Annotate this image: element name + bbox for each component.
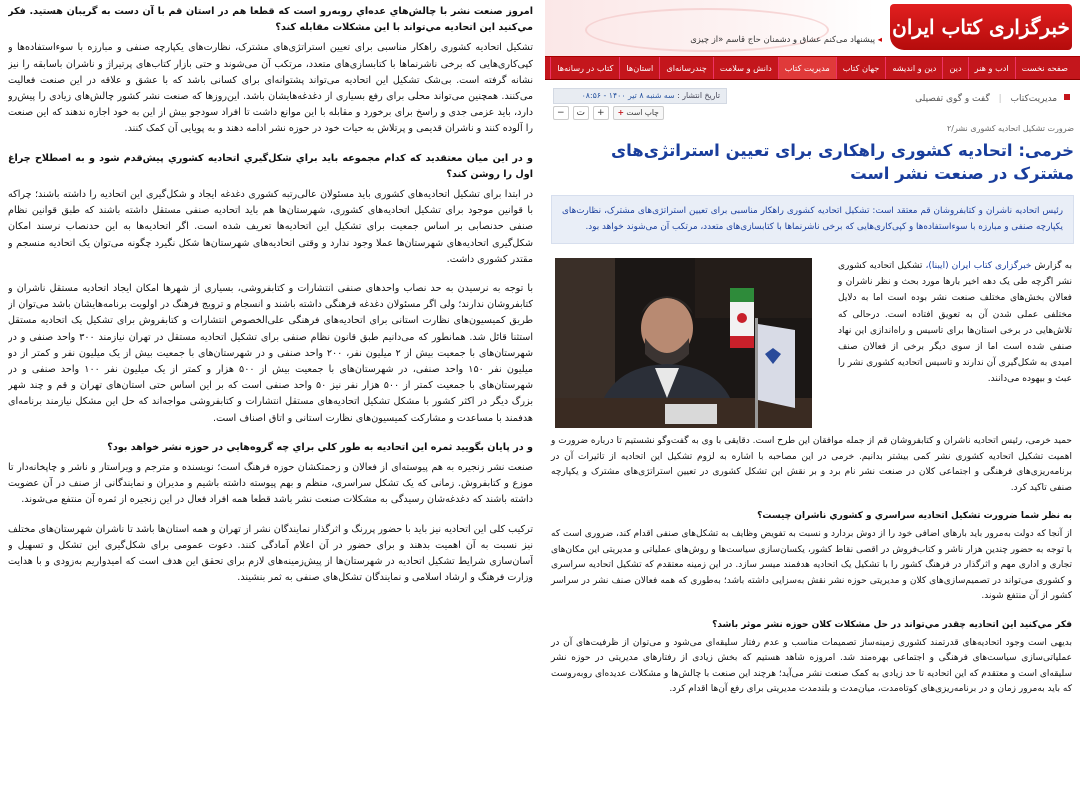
print-label: چاپ است: [626, 108, 659, 117]
answer-1: تشکیل اتحادیه کشوری راهکار مناسبی برای تعیین استراتژی‌های مشترک، نظارت‌های یکپارچه صنفی و مبارزه با سوءاستفاده‌ها و کپی‌کاری‌هایی که برخی ناشرنماها با کتابسازی‌های متعدد، مرتکب آن می‌شوند و حتی بازار کتاب‌های پرتیراژ و ناشران باسابقه را نیز نشانه گرفته است. بی‌شک تشکیل این اتحادیه می‌تواند پشتوانه‌ای برای کسانی باشد که با عشق و علاقه در این صنعت فعالیت می‌کنند. همچنین می‌تواند محلی برای رفع بسیاری از دغدغه‌هایشان باشد. این‌روزها که صنعت نشر کشور چالش‌های زیادی را پیش‌رو دارد، باید عزمی جدی و راسخ برای برخورد و مقابله با این موانع داشت تا افراد سودجو بیش از این به خود اجازه ندهند که این صنعت را آلوده کنند و ناشران قدیمی و پرتلاش به حیات خود در حوزه نشر ادامه دهند و به پویایی آن کمک کنند.: [8, 42, 533, 135]
nav-provinces[interactable]: استان‌ها: [619, 57, 659, 79]
story-paragraph-2: حمید خرمی، رئیس اتحادیه ناشران و کتابفروشان قم از جمله موافقان این طرح است. دقایقی با وی به گفت‌وگو نشستیم تا درباره ضرورت و اهمیت تشکیل اتحادیه کشوری نشر کمی بیشتر بدانیم. خرمی در این مصاحبه با اشاره به لزوم تشکیل این اتحادیه از تاثیرات آن در برنامه‌ریزی‌های فرهنگی و اجتماعی کلان در صنعت نشر نام برد و بر نقش این تشکل کشوری در تعیین استراتژی‌های مشترک و یکپارچه صنفی تاکید کرد.: [551, 436, 1072, 493]
answer-3: صنعت نشر زنجیره به هم پیوسته‌ای از فعالان و زحمتکشان حوزه فرهنگ است؛ نویسنده و مترجم و ویراستار و ناشر و چاپخانه‌دار تا موزع و کتابفروش. زمانی که یک تشکل سراسری، منظم و بهم پیوسته داشته باشیم و مدیران و نمایندگانی از صنف در آن عضویت داشته باشند که دغدغه‌شان رسیدگی به مشکلات صنعت نشر باشد قطعا همه افراد فعال در این زنجیره از ثمره آن منتفع می‌شوند.: [8, 462, 533, 506]
publish-date: [553, 88, 727, 104]
breadcrumb: [915, 94, 1072, 104]
header-decoration: [545, 0, 875, 56]
news-page: [545, 0, 1080, 788]
lead-box: رئیس اتحادیه ناشران و کتابفروشان قم معتقد است: تشکیل اتحادیه کشوری راهکار مناسبی برای تعیین استراتژی‌های مشترک، نظارت‌های یکپارچه صنفی و مبارزه با سوءاستفاده‌ها و کپی‌کاری‌هایی که برخی ناشرنماها با کتابسازی‌های متعدد، مرتکب آن می‌شوند خواهد بود.: [551, 195, 1074, 244]
article-series-tag: ضرورت تشکیل اتحادیه کشوری نشر/۲: [947, 124, 1074, 133]
zoom-reset-button[interactable]: ت: [573, 106, 589, 120]
story-question-1: به نظر شما ضرورت تشكيل اتحاديه سراسري و كشوري ناشران چيست؟: [757, 511, 1072, 522]
answer-2-cont: با توجه به نرسیدن به حد نصاب واحدهای صنفی انتشارات و کتابفروشی، بسیاری از شهرها امکان ایجاد اتحادیه مستقل ناشران و کتابفروشان ندارند؛ ولی اگر مسئولان دغدغه فرهنگی داشته باشند و انسجام و ترویج فرهنگ در اولویت برنامه‌هایشان باشد می‌توان از طریق کمیسیون‌های نظارت استانی برای اتحادیه‌های فرهنگی علی‌الخصوص انتشارات و کتابفروش برای تشکیل یک اتحادیه مستقل استثنا قائل شد. همانطور که می‌دانیم طبق قانون نظام صنفی برای تشکیل اتحادیه مستقل در تهران نیازمند ۳۰۰ واحد صنفی و در شهرستان‌های با جمعیت بیش از ۲ میلیون نفر، ۲۰۰ واحد صنفی و در شهرستان‌های با جمعیت بیش از یک میلیون نفر و کمتر از دو میلیون نفر ۱۵۰ واحد صنفی، در شهرستان‌های با جمعیت بیش از ۵۰۰ هزار و کمتر از یک میلیون نفر ۱۰۰ واحد صنفی و در شهرستان‌های با جمعیت کمتر از ۵۰۰ هزار نفر نیز ۵۰ واحد صنفی است که بر این اساس حتی استان‌های تهران و قم و چند شهر بزرگ دیگر در اکثر کشور با مشکل تشکیل اتحادیه‌های مستقل انتشارات و کتابفروشی مواجه‌اند که حل این مشکل نیازمند برنامه‌ای هدفمند با مساعدت و مشارکت کمیسیون‌های نظارت استانی و اتاق اصناف است.: [8, 283, 533, 424]
ticker[interactable]: [690, 34, 882, 44]
photo-illustration: [555, 258, 812, 428]
site-header: [545, 0, 1080, 56]
story-intro: [838, 258, 1072, 388]
crumb-interview[interactable]: گفت و گوی تفصیلی: [915, 94, 990, 104]
article: [545, 88, 1080, 695]
crumb-separator: |: [998, 94, 1002, 104]
meta-row: [551, 88, 1074, 118]
nav-home[interactable]: صفحه نخست: [1015, 57, 1074, 79]
nav-multimedia[interactable]: چندرسانه‌ای: [659, 57, 713, 79]
crumb-square-icon: [1064, 94, 1070, 100]
nav-book-world[interactable]: جهان کتاب: [836, 57, 886, 79]
site-logo[interactable]: [890, 4, 1072, 50]
question-3: و در پايان بگوييد ثمره اين اتحاديه به طور كلي براي چه گروه‌هايي در حوزه نشر خواهد بود؟: [107, 441, 533, 453]
print-button[interactable]: [613, 106, 664, 120]
logo-text: خبرگزاری کتاب ایران: [892, 15, 1070, 39]
agency-link[interactable]: خبرگزاری کتاب ایران (ایبنا)،: [925, 261, 1032, 271]
headline: خرمی: اتحادیه کشوری راهکاری برای تعیین استراتژی‌های مشترک در صنعت نشر است: [610, 141, 1074, 183]
nav-religion-thought[interactable]: دین و اندیشه: [885, 57, 942, 79]
answer-3-cont: ترکیب کلی این اتحادیه نیز باید با حضور پررنگ و اثرگذار نمایندگان نشر از تهران و همه استان‌ها باشد تا ناشران شهرستان‌های مختلف نیز نسبت به آن اهمیت بدهند و برای حضور در آن اعلام آمادگی کنند. دعوت عمومی برای شکل‌گیری این تشکل و تسهیل و آسان‌سازی شرایط تشکیل اتحادیه در شهرستان‌ها از پیش‌زمینه‌های لازم برای تحقق این هدف است که امیدواریم به‌زودی و با هدایت وزارت فرهنگ و ارشاد اسلامی و نمایندگان تشکل‌های صنفی به ثمر بنشیند.: [8, 523, 533, 584]
story-answer-2: بدیهی است وجود اتحادیه‌های قدرتمند کشوری زمینه‌ساز تصمیمات مناسب و عدم رفتار سلیقه‌ای می‌شود و می‌توان از ظرفیت‌های آن در عملیاتی‌سازی سیاست‌های فرهنگی و اجتماعی بهره‌مند شد. امروزه شاهد هستیم که بخش زیادی از رفتارهای مدیریتی در حوزه نشر سلیقه‌ای است و معتقدم که این اتحادیه تا حد زیادی به کمک صنعت نشر می‌آید؛ هرچند این صنعت با چالش‌ها و مشکلات عدیده‌ای روبه‌روست که باید به‌مرور زمان و در برنامه‌ریزی‌های کوتاه‌مدت، میان‌مدت و بلندمدت مدیریتی برای رفع آن‌ها اقدام کرد.: [551, 637, 1072, 695]
date-value: سه شنبه ۸ تیر ۱۴۰۰ - ۰۸:۵۶: [581, 91, 675, 100]
intro-prefix: به گزارش: [1034, 261, 1072, 271]
nav-book-management[interactable]: مدیریت کتاب: [778, 57, 836, 79]
date-label: تاریخ انتشار :: [677, 91, 720, 100]
nav-book-in-media[interactable]: کتاب در رسانه‌ها: [550, 57, 619, 79]
nav-literature-art[interactable]: ادب و هنر: [968, 57, 1015, 79]
question-2: و در اين ميان معتقديد كه كدام مجموعه بايد براي شكل‌گيري اتحاديه كشوري پيش‌قدم شود و به اصطلاح چراغ اول را روشن كند؟: [8, 152, 533, 180]
crumb-management[interactable]: مدیریت‌کتاب: [1010, 94, 1058, 104]
ticker-bullet-icon: ◂: [877, 34, 882, 44]
nav-religion[interactable]: دین: [942, 57, 967, 79]
interview-continuation: [8, 4, 533, 784]
intro-rest: تشکیل اتحادیه کشوری نشر اگرچه طی یک دهه اخیر بارها مورد بحث و نظر ناشران و فعالان بخش‌های مختلف صنعت نشر بوده است اما به دلایل مختلفی عملی شدن آن به تعویق افتاده است. درحالی که تلاش‌هایی در برخی استان‌ها برای تاسیس و راه‌اندازی این نهاد صنفی شده است اما از سوی دیگر برخی از فعالان صنف امیدی به شکل‌گیری آن ندارند و تاسیس اتحادیه کشوری نشر را عبث و بیهوده می‌دانند.: [838, 261, 1072, 385]
article-tools: [553, 106, 664, 120]
zoom-out-button[interactable]: −: [553, 106, 569, 120]
question-1: امروز صنعت نشر با چالش‌هاي عده‌اي روبه‌رو است كه قطعا هم در استان قم با آن دست به گريبان هستيد. فكر مي‌كنيد اين اتحاديه مي‌تواند با اين مشكلات مقابله كند؟: [8, 6, 533, 34]
print-plus-icon: +: [617, 108, 624, 117]
answer-2: در ابتدا برای تشکیل اتحادیه‌های کشوری باید مسئولان عالی‌رتبه کشوری دغدغه ایجاد و شکل‌گیری این اتحادیه را داشته باشند؛ چراکه با قوانین موجود برای تشکیل اتحادیه‌های کشوری، شهرستان‌ها هم باید اتحادیه صنفی مستقل داشته باشند که طبق قوانین نظام صنفی حدنصابی بر اساس جمعیت برای تشکیل این اتحادیه‌ها تعریف شده است. اگر اتحادیه‌ها به این حدنصاب نرسند امکان شکل‌گیری اتحادیه‌های شهرستان‌ها عملا وجود ندارد و وقتی اتحادیه‌های شهرستان‌ها شکل نگیرد چگونه می‌توان یک اتحادیه منسجم و مقتدر کشوری داشت.: [8, 189, 533, 265]
ticker-text: پیشنهاد می‌کنم عشاق و دشمنان حاج قاسم «از چیزی: [690, 34, 876, 44]
story-answer-1: از آنجا که دولت به‌مرور باید بارهای اضافی خود را از دوش بردارد و نسبت به تفویض وظایف به تشکل‌های صنفی اقدام کند، ضروری است که با توجه به حضور چندین هزار ناشر و کتاب‌فروش در اقصی نقاط کشور، یکسان‌سازی سیاست‌ها و روش‌های عملیاتی و مدیریتی این مکان‌های تجاری و اداری مهم و اثرگذار در فرهنگ کشور را با تشکیل یک اتحادیه هدفمند میسر سازد. در این زمینه معتقدم که تشکیل اتحادیه سراسری و کشوری می‌تواند در تصمیم‌سازی‌های کلان و مدیریتی حوزه نشر نقش به‌سزایی داشته باشد؛ به‌طوری که همه فعالان صنف نشر در سراسر کشور از آن منتفع شوند.: [551, 528, 1072, 602]
zoom-in-button[interactable]: +: [593, 106, 609, 120]
story-continued: [551, 434, 1072, 711]
nav-science-health[interactable]: دانش و سلامت: [713, 57, 778, 79]
interviewee-photo: [555, 258, 812, 428]
main-nav: [545, 56, 1080, 80]
story-question-2: فكر مي‌كنيد اين اتحاديه چقدر مي‌تواند در حل مشكلات كلان حوزه نشر موثر باشد؟: [712, 619, 1072, 630]
